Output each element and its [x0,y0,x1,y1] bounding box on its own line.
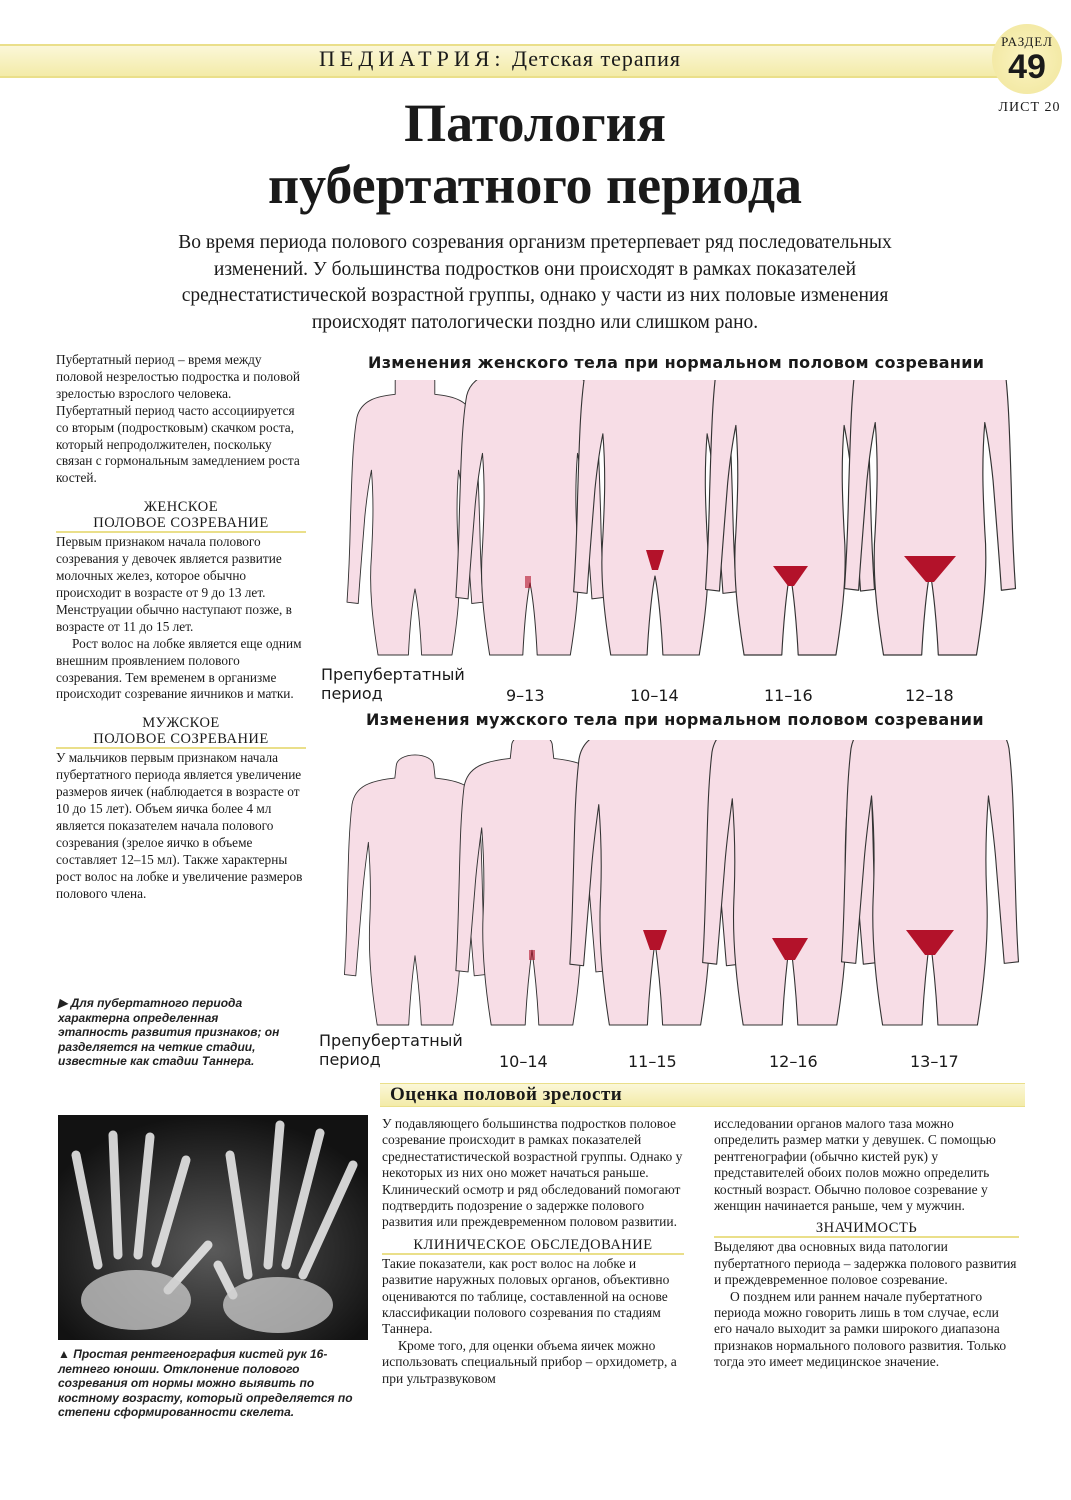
male-prepubertal-label-1: Препубертатный [319,1031,463,1050]
female-age-2: 10–14 [630,686,679,705]
female-age-3: 11–16 [764,686,813,705]
xray-photo [58,1115,368,1340]
intro-line: Во время периода полового созревания организм претерпевает ряд последовательных [178,232,892,253]
assessment-col2-paragraph-3: О позднем или раннем начале пубертатного периода можно говорить лишь в том случае, если его начало выходит за рамки широкого диапазона признаков нормального полового развития. Только тогда это имеет медицинское значение. [714,1288,1007,1370]
assessment-column-2 [714,1116,1019,1371]
section-label: РАЗДЕЛ [1001,34,1053,49]
male-age-3: 12–16 [769,1052,818,1071]
male-age-1: 10–14 [499,1052,548,1071]
section-number: 49 [1008,48,1046,86]
male-section-heading: МУЖСКОЕ [142,715,220,732]
intro-line: происходят патологически поздно или слишком рано. [311,311,759,333]
assessment-col1-paragraph-2: Такие показатели, как рост волос на лобке и развитие наружных половых органов, объективно оцениваются по таблице, составленной на основе классификации полового созревания по стадиям Таннера. [382,1255,670,1337]
female-age-4: 12–18 [905,686,954,705]
significance-heading: ЗНАЧИМОСТЬ [714,1220,1019,1238]
female-section-heading: ЖЕНСКОЕ [143,499,219,516]
sheet-label: ЛИСТ 20 [998,100,1061,115]
sidebar-text [56,352,306,902]
section-title-main: ПЕДИАТРИЯ: [319,46,506,71]
female-figures [300,380,1030,660]
male-section-heading-2: ПОЛОВОЕ СОЗРЕВАНИЕ [56,731,306,749]
male-prepubertal-label [319,1031,463,1069]
xray-caption: ▲ Простая рентгенография кистей рук 16-летнего юноши. Отклонение полового созревания от нормы можно выявить по костному возрасту, который определяется по степени сформированности скелета. [58,1347,353,1419]
assessment-col1-paragraph-3: Кроме того, для оценки объема яичек можно использовать специальный прибор – орхидометр, а при ультразвуковом [382,1337,677,1386]
assessment-col1-paragraph-1: У подавляющего большинства подростков половое созревание происходит в рамках показателей среднестатистической возрастной группы. Однако у некоторых из них оно может начаться раньше. Клинический осмотр и ряд обследований помогают подтвердить подозрение о задержке полового развития или преждевременном половом развитии. [382,1116,683,1230]
male-age-2: 11–15 [628,1052,677,1071]
section-title [0,44,1000,74]
intro-line: среднестатистической возрастной группы, однако у части из них половые изменения [181,285,889,306]
female-paragraph-2: Рост волос на лобке является еще одним внешним проявлением полового созревания. Тем временем в организме происходит созревание яичников и матки. [56,635,302,702]
female-section-heading-2: ПОЛОВОЕ СОЗРЕВАНИЕ [56,515,306,533]
male-prepubertal-label-2: период [319,1050,381,1069]
female-prepubertal-label-1: Препубертатный [321,665,465,684]
sidebar-intro: Пубертатный период – время между половой незрелостью подростка и половой зрелостью взрослого человека. Пубертатный период часто ассоциируется со вторым (подростковым) скачком роста, который непродолжителен, поскольку связан с гормональным замедлением роста костей. [56,352,301,486]
page-title-line-2: пубертатного периода [267,155,803,215]
xray-hands-image [58,1115,368,1340]
tanner-caption: ▶ Для пубертатного периода характерна определенная этапность развития признаков; он разделяется на четкие стадии, известные как стадии Таннера. [58,996,280,1068]
female-paragraph-1: Первым признаком начала полового созревания у девочек является развитие молочных желез, которое обычно происходит в возрасте от 9 до 13 лет. Менструации обычно наступают позже, в возрасте от 11 до 15 лет. [56,534,292,634]
assessment-column-1 [382,1116,684,1387]
section-title-sub: Детская терапия [505,46,681,71]
page-title-line-1: Патология [404,93,666,153]
male-diagram-title: Изменения мужского тела при нормальном половом созревании [366,710,984,729]
female-prepubertal-label [321,665,465,703]
clinical-exam-heading: КЛИНИЧЕСКОЕ ОБСЛЕДОВАНИЕ [382,1237,684,1255]
female-prepubertal-label-2: период [321,684,383,703]
assessment-title: Оценка половой зрелости [390,1084,623,1105]
male-paragraph-1: У мальчиков первым признаком начала пубертатного периода является увеличение размеров яичек (наблюдается в возрасте от 10 до 15 лет). Объем яичка более 4 мл является показателем начала полового созревания (зрелое яичко в объеме составляет 12–15 мл). Также характерны рост волос на лобке и увеличение размеров полового члена. [56,750,303,901]
female-diagram-title: Изменения женского тела при нормальном половом созревании [368,353,985,372]
page-title [130,92,940,216]
male-age-4: 13–17 [910,1052,959,1071]
assessment-col2-paragraph-2: Выделяют два основных вида патологии пубертатного периода – задержка полового развития и преждевременное половое созревание. [714,1239,1017,1288]
intro-paragraph [80,230,990,336]
intro-line: изменений. У большинства подростков они происходят в рамках показателей [213,258,857,280]
male-figures [300,740,1030,1030]
female-age-1: 9–13 [506,686,545,705]
assessment-col2-paragraph-1: исследовании органов малого таза можно определить размер матки у девушек. С помощью рентгенографии (обычно кистей рук) у представителей обоих полов можно определить костный возраст. Обычно половое созревание у женщин начинается раньше, чем у мужчин. [714,1116,996,1214]
